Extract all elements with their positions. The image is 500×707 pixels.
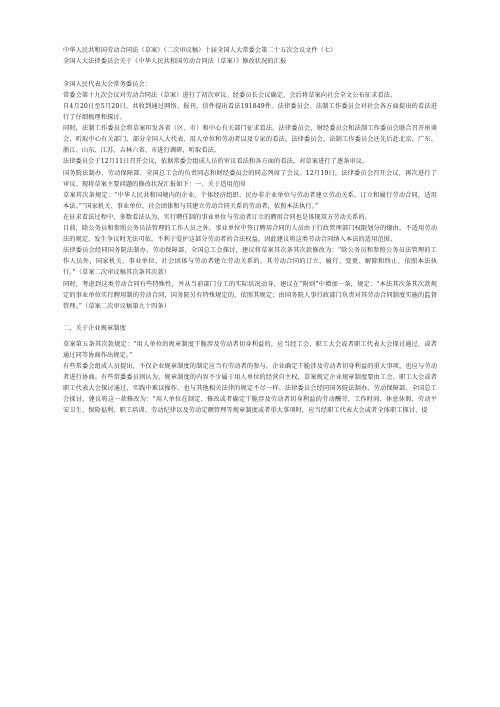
body-paragraph: 自4月20日至5月20日，共收到通过网络、报刊、信件提出看法191849件。法律委员会、法制工作委员会对社会各方面提出的看法进行了仔细梳理和探讨。	[63, 103, 437, 122]
document-page	[63, 45, 437, 417]
body-paragraph: 同时，考虑到这类劳动合同有些特殊性，并从当前部门分工的实际状况动身，建议在“附则”中增加一条，规定：“本法其次条其次款规定的事业单位实行聘用制的劳动合同，国务院另有特殊规定的，依照其规定；由国务院人事行政部门负责对其劳动合同制度实施的监督管理。”（草案二次审议稿第九十四条）	[63, 280, 437, 310]
body-paragraph: 法律委员会经同国务院法制办、劳动保障部、全国总工会探讨，建议将草案其次条其次款修改为：“除公务员和参照公务员法管理的工作人员外，国家机关、事业单位、社会团体与劳动者建立劳动关系的，其劳动合同的订立、履行、变更、解除和终止，依照本法执行。”（草案二次审议稿其次条其次款）	[63, 247, 437, 277]
body-paragraph: 常委会第十九次会议对劳动合同法（草案）进行了初次审议。经委员长会议确定，会后将草案向社会全文公布征求看法。	[63, 91, 397, 99]
body-paragraph: 同时，法制工作委员会将草案印发各省（区、市）和中心有关部门征求看法。法律委员会、财经委员会和法制工作委员会联合召开座谈会，听取中心有关部门、部分全国人大代表、用人单位和劳动者以及专家的看法。法律委员会、法制工作委员会还先后赴北京、广东、浙江、山东、江苏、吉林六省、市进行调研，听取看法。	[63, 125, 437, 155]
document-title-line-2: 全国人大法律委员会关于《中华人民共和国劳动合同法（草案）》修改状况的汇报	[63, 58, 287, 66]
salutation: 全国人民代表大会常务委员会：	[63, 80, 152, 88]
body-paragraph: 草案第五条其次款规定：“用人单位的规章制度干脆涉及劳动者切身利益的，应当经工会、职工大会或者职工代表大会探讨通过，或者通过同等协商作出规定。”	[63, 340, 437, 359]
spacer	[63, 312, 437, 323]
body-paragraph: 草案其次条规定：“中华人民共和国境内的企业、个体经济组织、民办非企业单位与劳动者建立劳动关系，订立和履行劳动合同，适用本法。”“国家机关、事业单位、社会团体和与其建立劳动合同关系的劳动者，依照本法执行。”	[63, 191, 437, 210]
body-paragraph: 有些常委会组成人员提出，不仅企业规章制度的制定应当有劳动者的参与，企业确定干脆涉及劳动者切身利益的重大事项，也应与劳动者进行协商。有些常委委员则认为，规章制度的内容不少属于用人单位的经营自主权，草案规定企业规章制度要由工会、职工大会或者职工代表大会探讨通过，实践中难以操作，也与其他相关法律的规定不尽一样。法律委员会经同国务院法制办、劳动保障部、全国总工会探讨，建议将这一款修改为：“用人单位在制定、修改或者确定干脆涉及劳动者切身利益的劳动酬劳、工作时间、休息休假、劳动平安卫生、保险福利、职工培训、劳动纪律以及劳动定额管理等规章制度或者重大事项时，应当经职工代表大会或者全体职工探讨，提	[63, 363, 437, 415]
body-paragraph: 在征求看法过程中，多数看法认为，实行聘任制的事业单位与劳动者订立的聘用合同也是体现双方劳动关系的。	[63, 213, 372, 221]
body-paragraph: 目前，除公务员和参照公务员法管理的工作人员之外，事业单位中签订聘用合同的人员由于行政管理部门权限划分的缘由，不适用劳动法的规定，发生争议时无法可依，不利于爱护这部分劳动者的合法权益。因此建议将这类劳动合同纳入本法的适用范围。	[63, 225, 437, 244]
section-heading: 二、关于企业规章制度	[63, 324, 126, 332]
document-header	[63, 45, 437, 68]
document-body	[63, 79, 437, 312]
body-paragraph: 法律委员会于12月11日召开会议，依据常委会组成人员的审议看法和各方面的看法，对草案进行了逐条审议。	[63, 158, 369, 166]
body-paragraph: 国务院法制办、劳动保障部、全国总工会的负责同志和财经委员会的同志列席了会议。12月19日，法律委员会召开会议，再次进行了审议。现将草案主要问题的修改状况汇报如下：一、关于适用范围	[63, 169, 437, 188]
section-2	[63, 323, 437, 417]
document-title-line-1: 中华人民共和国劳动合同法（草案）（二次审议稿）十届全国人大常委会第二十五次会议文件（七）	[63, 47, 337, 54]
spacer	[63, 68, 437, 79]
